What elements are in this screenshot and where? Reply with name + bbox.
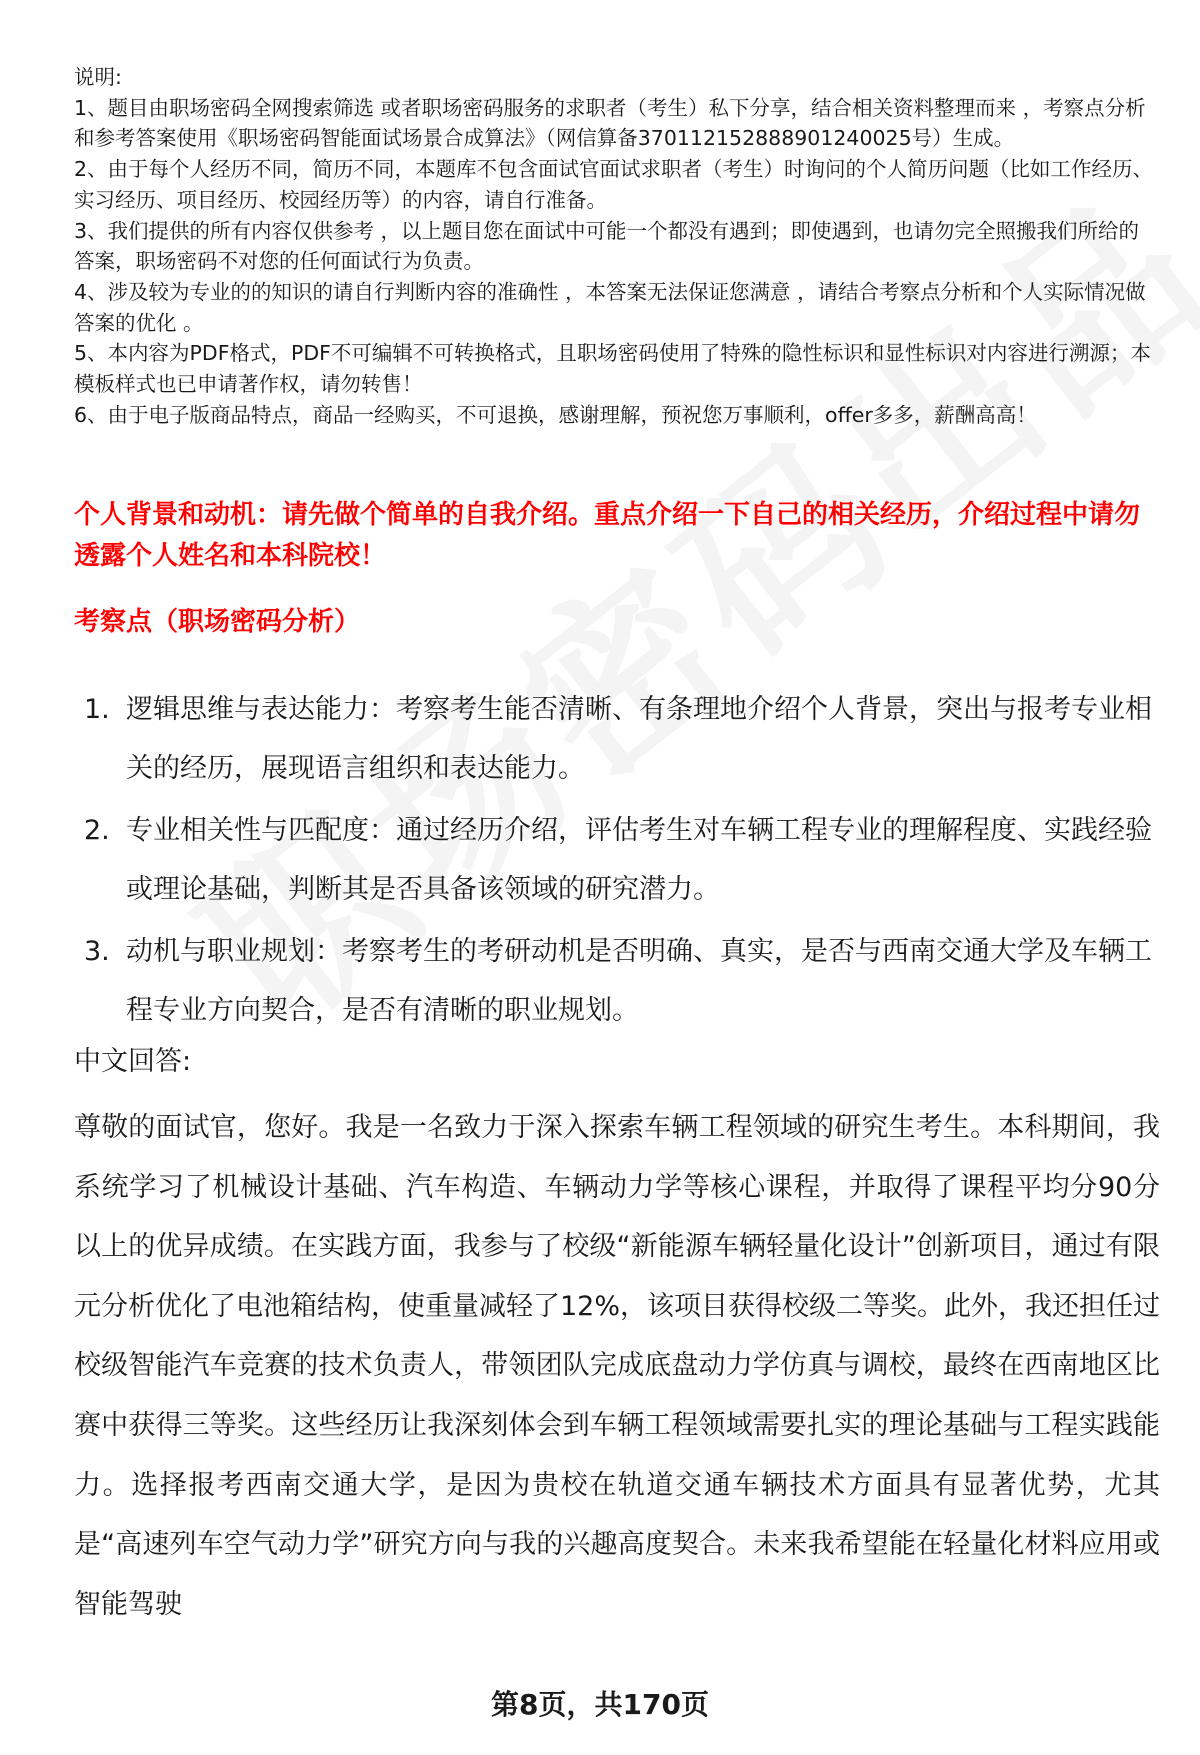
assessment-points-list: [74, 680, 1160, 1043]
interview-question: 个人背景和动机：请先做个简单的自我介绍。重点介绍一下自己的相关经历，介绍过程中请勿透露个人姓名和本科院校！: [74, 500, 1141, 571]
note-item-4: 4、涉及较为专业的的知识的请自行判断内容的准确性 ，本答案无法保证您满意 ，请结合考察点分析和个人实际情况做答案的优化 。: [74, 279, 1146, 335]
note-item-3: 3、我们提供的所有内容仅供参考 ，以上题目您在面试中可能一个都没有遇到；即使遇到，也请勿完全照搬我们所给的答案，职场密码不对您的任何面试行为负责。: [74, 218, 1140, 274]
note-item-2: 2、由于每个人经历不同，简历不同，本题库不包含面试官面试求职者（考生）时询问的个人简历问题（比如工作经历、实习经历、项目经历、校园经历等）的内容，请自行准备。: [74, 157, 1154, 212]
assessment-point: [74, 922, 1160, 1040]
assessment-point: [74, 680, 1160, 798]
note-item-1: 1、题目由职场密码全网搜索筛选 或者职场密码服务的求职者（考生）私下分享，结合相关资料整理而来 ，考察点分析和参考答案使用《职场密码智能面试场景合成算法》（网信算备370112152888901240025号）生成。: [74, 95, 1146, 151]
disclaimer-notes: [74, 62, 1154, 430]
point-text: 动机与职业规划：考察考生的考研动机是否明确、真实，是否与西南交通大学及车辆工程专业方向契合，是否有清晰的职业规划。: [126, 936, 1152, 1026]
point-number: 1.: [84, 694, 110, 725]
page-number: 第8页，共170页: [491, 1688, 709, 1721]
assessment-point: [74, 801, 1160, 919]
answer-heading: 中文回答:: [74, 1046, 192, 1077]
point-number: 3.: [84, 936, 110, 967]
point-number: 2.: [84, 815, 110, 846]
note-item-5: 5、本内容为PDF格式，PDF不可编辑不可转换格式，且职场密码使用了特殊的隐性标识和显性标识对内容进行溯源；本模板样式也已申请著作权，请勿转售！: [74, 341, 1151, 397]
point-text: 逻辑思维与表达能力：考察考生能否清晰、有条理地介绍个人背景，突出与报考专业相关的经历，展现语言组织和表达能力。: [126, 694, 1152, 784]
note-item-6: 6、由于电子版商品特点，商品一经购买，不可退换，感谢理解，预祝您万事顺利，offer多多，薪酬高高！: [74, 402, 1037, 427]
notes-heading: 说明:: [74, 65, 122, 89]
points-heading: 考察点（职场密码分析）: [74, 607, 361, 637]
answer-text: 尊敬的面试官，您好。我是一名致力于深入探索车辆工程领域的研究生考生。本科期间，我系统学习了机械设计基础、汽车构造、车辆动力学等核心课程，并取得了课程平均分90分以上的优异成绩。在实践方面，我参与了校级“新能源车辆轻量化设计”创新项目，通过有限元分析优化了电池箱结构，使重量减轻了12%，该项目获得校级二等奖。此外，我还担任过校级智能汽车竞赛的技术负责人，带领团队完成底盘动力学仿真与调校，最终在西南地区比赛中获得三等奖。这些经历让我深刻体会到车辆工程领域需要扎实的理论基础与工程实践能力。选择报考西南交通大学，是因为贵校在轨道交通车辆技术方面具有显著优势，尤其是“高速列车空气动力学”研究方向与我的兴趣高度契合。未来我希望能在轻量化材料应用或智能驾驶: [74, 1112, 1161, 1620]
point-text: 专业相关性与匹配度：通过经历介绍，评估考生对车辆工程专业的理解程度、实践经验或理论基础，判断其是否具备该领域的研究潜力。: [126, 815, 1152, 905]
